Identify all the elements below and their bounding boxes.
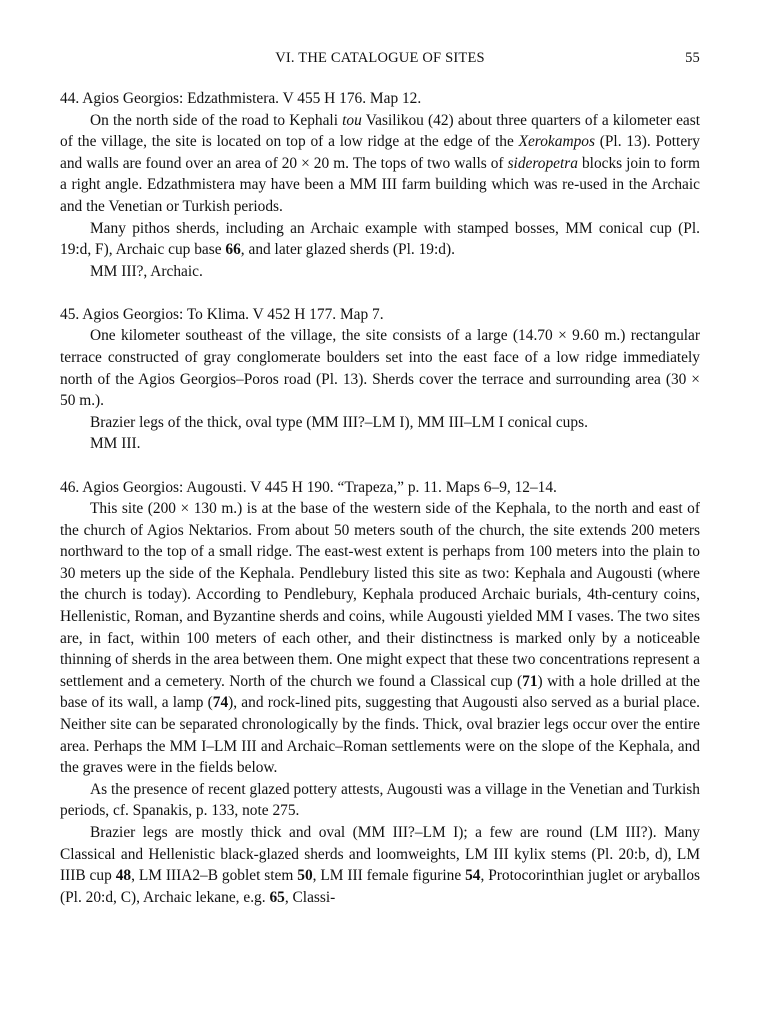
catalogue-entry-44 <box>60 88 700 282</box>
entry-heading: 44. Agios Georgios: Edzathmistera. V 455 H 176. Map 12. <box>60 90 422 107</box>
entry-finds: Brazier legs of the thick, oval type (MM III?–LM I), MM III–LM I conical cups. <box>90 413 588 431</box>
entry-description: On the north side of the road to Kephali tou Vasilikou (42) about three quarters of a kilometer east of the village, the site is located on top of a low ridge at the edge of the Xerokampos (Pl. 13). Pottery and walls are found over an area of 20 × 20 m. The tops of two walls of sideropetra blocks join to form a right angle. Edzathmistera may have been a MM III farm building which was re-used in the Archaic and the Venetian or Turkish periods. <box>60 111 701 215</box>
entry-date: MM III?, Archaic. <box>90 262 203 280</box>
entry-heading: 45. Agios Georgios: To Klima. V 452 H 177. Map 7. <box>60 305 384 323</box>
catalogue-body <box>60 88 700 908</box>
entry-description: One kilometer southeast of the village, the site consists of a large (14.70 × 9.60 m.) rectangular terrace constructed of gray conglomerate boulders set into the east face of a low ridge immediately north of the Agios Georgios–Poros road (Pl. 13). Sherds cover the terrace and surrounding area (30 × 50 m.). <box>60 327 700 410</box>
entry-finds: Brazier legs are mostly thick and oval (MM III?–LM I); a few are round (LM III?). Many Classical and Hellenistic black-glazed sherds and loomweights, LM III kylix stems (Pl. 20:b, d), LM IIIB cup 48, LM IIIA2–B goblet stem 50, LM III female figurine 54, Protocorinthian juglet or aryballos (Pl. 20:d, C), Archaic lekane, e.g. 65, Classi- <box>60 824 701 906</box>
catalogue-entry-46 <box>60 477 700 909</box>
page-number: 55 <box>685 50 700 66</box>
entry-description: This site (200 × 130 m.) is at the base of the western side of the Kephala, to the north and east of the church of Agios Nektarios. From about 50 meters south of the church, the site extends 200 meters northward to the top of a small ridge. The east-west extent is perhaps from 100 meters into the plain to 30 meters up the side of the Kephala. Pendlebury listed this site as two: Kephala and Augousti (where the church is today). According to Pendlebury, Kephala produced Archaic burials, 4th-century coins, Hellenistic, Roman, and Byzantine sherds and coins, while Augousti yielded MM I vases. The two sites are, in fact, within 100 meters of each other, and their distinctness is marked only by a noticeable thinning of sherds in the area between them. One might expect that these two concentrations represent a settlement and a cemetery. North of the church we found a Classical cup (71) with a hole drilled at the base of its wall, a lamp (74), and rock-lined pits, suggesting that Augousti also served as a burial place. Neither site can be separated chronologically by the finds. Thick, oval brazier legs occur over the entire area. Perhaps the MM I–LM III and Archaic–Roman settlements were on the slope of the Kephala, and the graves were in the fields below. <box>60 500 700 777</box>
entry-finds: Many pithos sherds, including an Archaic example with stamped bosses, MM conical cup (Pl. 19:d, F), Archaic cup base 66, and later glazed sherds (Pl. 19:d). <box>60 219 700 259</box>
catalogue-entry-45 <box>60 304 700 455</box>
entry-date: MM III. <box>90 435 141 453</box>
running-header <box>60 48 700 70</box>
entry-heading: 46. Agios Georgios: Augousti. V 445 H 190. “Trapeza,” p. 11. Maps 6–9, 12–14. <box>60 478 557 496</box>
chapter-title: VI. THE CATALOGUE OF SITES <box>275 50 485 66</box>
entry-periods: As the presence of recent glazed pottery attests, Augousti was a village in the Venetian and Turkish periods, cf. Spanakis, p. 133, note 275. <box>60 780 700 820</box>
